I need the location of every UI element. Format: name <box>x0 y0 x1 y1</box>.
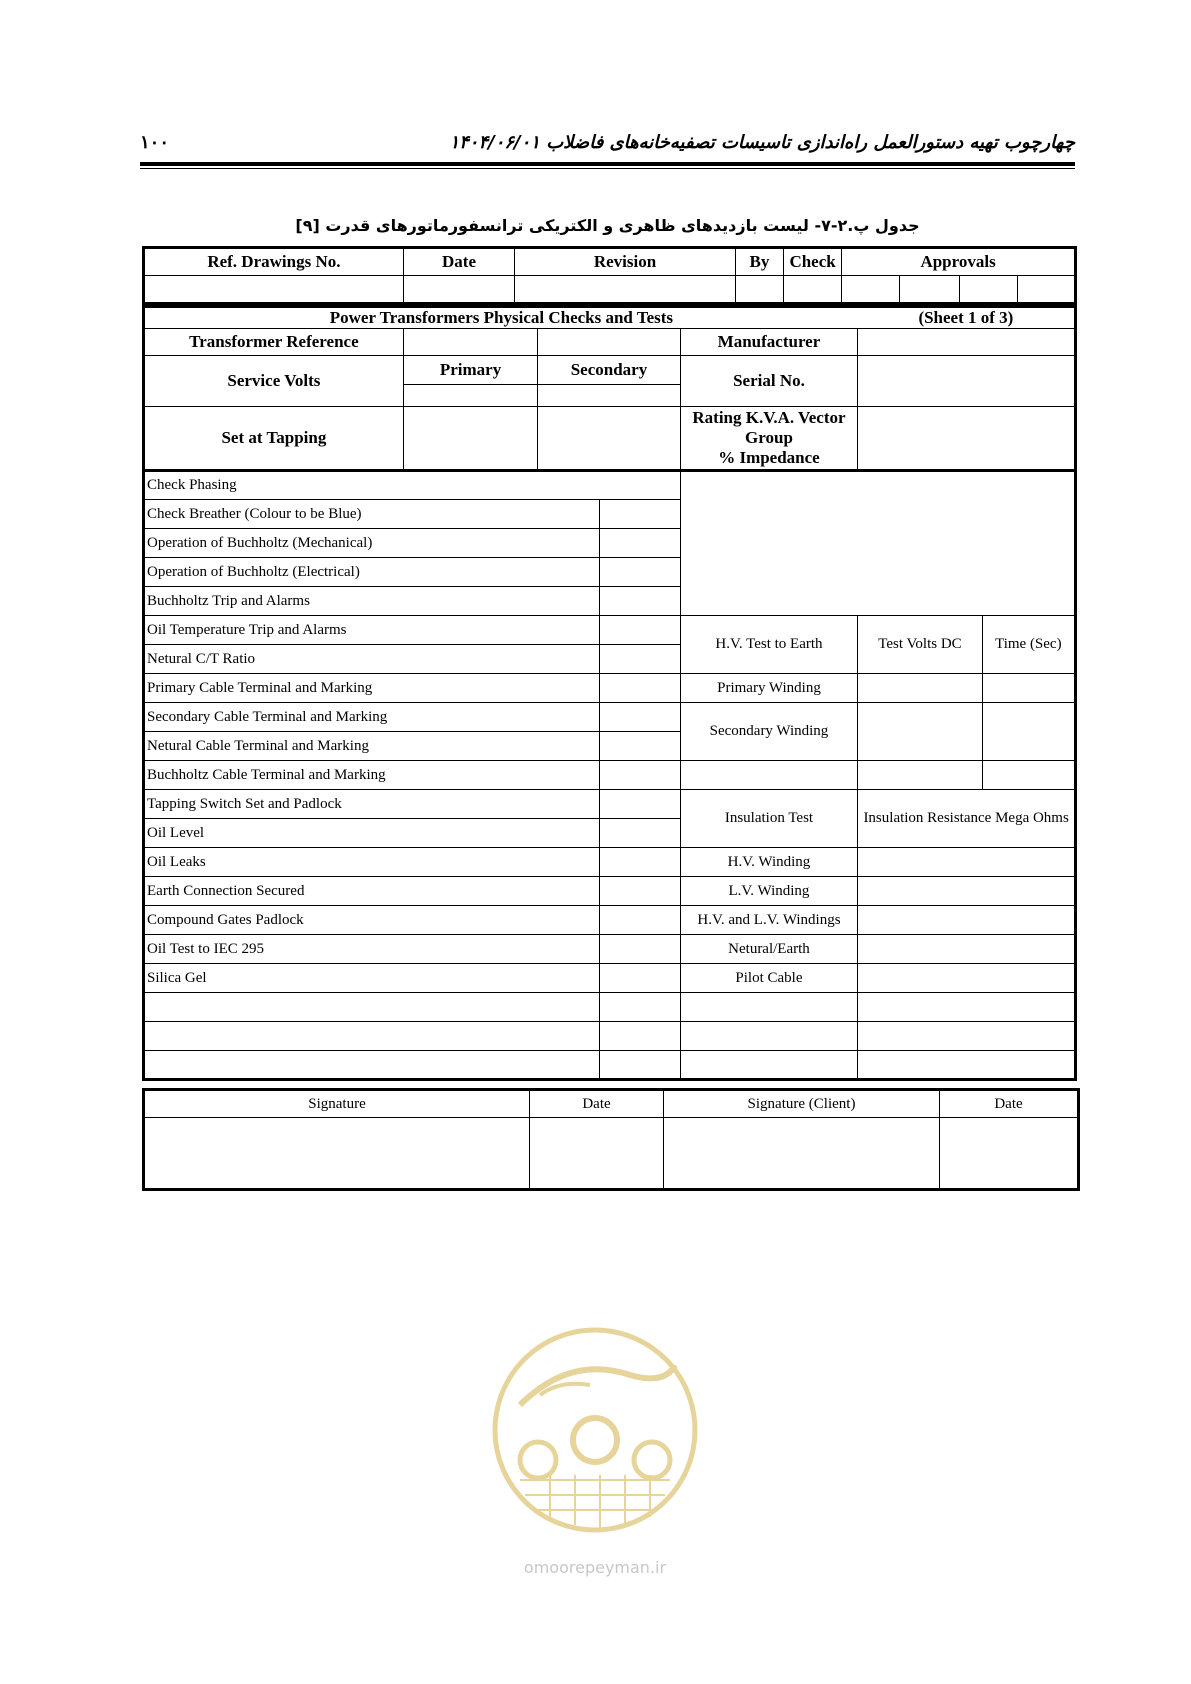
check-item: Compound Gates Padlock <box>144 906 600 935</box>
check-result[interactable] <box>600 1051 680 1080</box>
revision-cell[interactable] <box>515 276 736 304</box>
blank-test-cell[interactable] <box>680 761 858 790</box>
check-item: Secondary Cable Terminal and Marking <box>144 703 600 732</box>
check-result[interactable] <box>600 877 680 906</box>
by-header: By <box>735 248 783 276</box>
check-item: Netural Cable Terminal and Marking <box>144 732 600 761</box>
signature-client-label: Signature (Client) <box>664 1090 940 1118</box>
check-result[interactable] <box>600 529 680 558</box>
checks-table <box>142 305 1077 1081</box>
insulation-test-label: Insulation Test <box>680 790 858 848</box>
check-item: Tapping Switch Set and Padlock <box>144 790 600 819</box>
netural-earth-label: Netural/Earth <box>680 935 858 964</box>
blank-check-item[interactable] <box>144 1022 600 1051</box>
transformer-reference-secondary[interactable] <box>538 329 680 356</box>
check-result[interactable] <box>600 906 680 935</box>
blank-check-item[interactable] <box>144 993 600 1022</box>
check-result[interactable] <box>600 732 680 761</box>
rating-cell[interactable] <box>858 407 1076 471</box>
secondary-winding-volts[interactable] <box>858 703 982 761</box>
check-item: Operation of Buchholtz (Mechanical) <box>144 529 600 558</box>
client-date-field[interactable] <box>940 1118 1079 1190</box>
signature-field[interactable] <box>144 1118 530 1190</box>
check-item: Silica Gel <box>144 964 600 993</box>
serial-no-cell[interactable] <box>858 356 1076 407</box>
signature-label: Signature <box>144 1090 530 1118</box>
sheet-label: (Sheet 1 of 3) <box>858 307 1076 329</box>
blank-area <box>680 471 1075 616</box>
check-result[interactable] <box>600 819 680 848</box>
set-at-tapping-secondary[interactable] <box>538 407 680 471</box>
blank-test-cell[interactable] <box>858 761 982 790</box>
check-item: Oil Leaks <box>144 848 600 877</box>
check-item: Netural C/T Ratio <box>144 645 600 674</box>
primary-label: Primary <box>403 356 537 385</box>
header-rule-thick <box>140 162 1075 166</box>
check-item: Buchholtz Trip and Alarms <box>144 587 600 616</box>
check-result[interactable] <box>600 993 680 1022</box>
check-result[interactable] <box>600 790 680 819</box>
set-at-tapping-label: Set at Tapping <box>144 407 404 471</box>
check-result[interactable] <box>600 616 680 645</box>
blank-test-cell[interactable] <box>858 1051 1076 1080</box>
check-item: Check Phasing <box>144 471 681 500</box>
serial-no-label: Serial No. <box>680 356 858 407</box>
main-title: Power Transformers Physical Checks and Tests <box>144 307 858 329</box>
hv-lv-windings-value[interactable] <box>858 906 1076 935</box>
set-at-tapping-primary[interactable] <box>403 407 537 471</box>
rating-label: Rating K.V.A. Vector Group % Impedance <box>680 407 858 471</box>
check-result[interactable] <box>600 587 680 616</box>
pilot-cable-label: Pilot Cable <box>680 964 858 993</box>
client-date-label: Date <box>940 1090 1079 1118</box>
running-title: چهارچوب تهیه دستورالعمل راه‌اندازی تاسیسات تصفیه‌خانه‌های فاضلاب ۱۴۰۴/۰۶/۰۱ <box>449 132 1075 153</box>
manufacturer-label: Manufacturer <box>680 329 858 356</box>
check-item: Primary Cable Terminal and Marking <box>144 674 600 703</box>
service-volts-secondary[interactable] <box>538 385 680 407</box>
page-header <box>140 128 1075 160</box>
check-result[interactable] <box>600 703 680 732</box>
time-sec-label: Time (Sec) <box>982 616 1075 674</box>
ref-drawings-header: Ref. Drawings No. <box>144 248 404 276</box>
check-item: Oil Test to IEC 295 <box>144 935 600 964</box>
approval-cell[interactable] <box>1017 276 1075 304</box>
check-item: Oil Level <box>144 819 600 848</box>
revision-header: Revision <box>515 248 736 276</box>
lv-winding-label: L.V. Winding <box>680 877 858 906</box>
blank-test-cell[interactable] <box>680 1022 858 1051</box>
ref-drawings-cell[interactable] <box>144 276 404 304</box>
test-volts-dc-label: Test Volts DC <box>858 616 982 674</box>
check-result[interactable] <box>600 674 680 703</box>
blank-test-cell[interactable] <box>858 1022 1076 1051</box>
approvals-header: Approvals <box>842 248 1076 276</box>
date-header: Date <box>403 248 514 276</box>
check-result[interactable] <box>600 935 680 964</box>
blank-check-item[interactable] <box>144 1051 600 1080</box>
approval-cell[interactable] <box>959 276 1017 304</box>
check-item: Buchholtz Cable Terminal and Marking <box>144 761 600 790</box>
table-caption: جدول پ.۲-۷- لیست بازدیدهای ظاهری و الکتریکی ترانسفورماتورهای قدرت [۹] <box>295 216 920 235</box>
secondary-winding-time[interactable] <box>982 703 1075 761</box>
check-result[interactable] <box>600 500 680 529</box>
signature-date-label: Date <box>530 1090 664 1118</box>
blank-test-cell[interactable] <box>680 993 858 1022</box>
check-result[interactable] <box>600 558 680 587</box>
approval-cell[interactable] <box>842 276 900 304</box>
primary-winding-label: Primary Winding <box>680 674 858 703</box>
secondary-winding-label: Secondary Winding <box>680 703 858 761</box>
by-cell[interactable] <box>735 276 783 304</box>
check-result[interactable] <box>600 964 680 993</box>
page-number: ۱۰۰ <box>140 132 170 152</box>
header-rule-thin <box>140 168 1075 169</box>
check-result[interactable] <box>600 848 680 877</box>
primary-winding-volts[interactable] <box>858 674 982 703</box>
blank-test-cell[interactable] <box>680 1051 858 1080</box>
check-header: Check <box>784 248 842 276</box>
check-item: Check Breather (Colour to be Blue) <box>144 500 600 529</box>
check-item: Oil Temperature Trip and Alarms <box>144 616 600 645</box>
service-volts-primary[interactable] <box>403 385 537 407</box>
hv-test-to-earth-label: H.V. Test to Earth <box>680 616 858 674</box>
check-cell[interactable] <box>784 276 842 304</box>
check-result[interactable] <box>600 645 680 674</box>
approval-cell[interactable] <box>900 276 959 304</box>
primary-winding-time[interactable] <box>982 674 1075 703</box>
signature-client-field[interactable] <box>664 1118 940 1190</box>
netural-earth-value[interactable] <box>858 935 1076 964</box>
hv-lv-windings-label: H.V. and L.V. Windings <box>680 906 858 935</box>
blank-test-cell[interactable] <box>858 993 1076 1022</box>
check-result[interactable] <box>600 761 680 790</box>
watermark-text: omoorepeyman.ir <box>523 1558 667 1577</box>
watermark-seal-icon <box>480 1325 710 1585</box>
check-item: Operation of Buchholtz (Electrical) <box>144 558 600 587</box>
check-result[interactable] <box>600 1022 680 1051</box>
insulation-resistance-label: Insulation Resistance Mega Ohms <box>858 790 1076 848</box>
pilot-cable-value[interactable] <box>858 964 1076 993</box>
transformer-reference-primary[interactable] <box>403 329 537 356</box>
service-volts-label: Service Volts <box>144 356 404 407</box>
signature-date-field[interactable] <box>530 1118 664 1190</box>
lv-winding-value[interactable] <box>858 877 1076 906</box>
reference-table <box>142 246 1077 305</box>
hv-winding-value[interactable] <box>858 848 1076 877</box>
manufacturer-cell[interactable] <box>858 329 1076 356</box>
check-item: Earth Connection Secured <box>144 877 600 906</box>
blank-test-cell[interactable] <box>982 761 1075 790</box>
watermark-logo <box>480 1325 710 1585</box>
secondary-label: Secondary <box>538 356 680 385</box>
transformer-reference-label: Transformer Reference <box>144 329 404 356</box>
date-cell[interactable] <box>403 276 514 304</box>
hv-winding-label: H.V. Winding <box>680 848 858 877</box>
signature-table <box>142 1088 1080 1191</box>
